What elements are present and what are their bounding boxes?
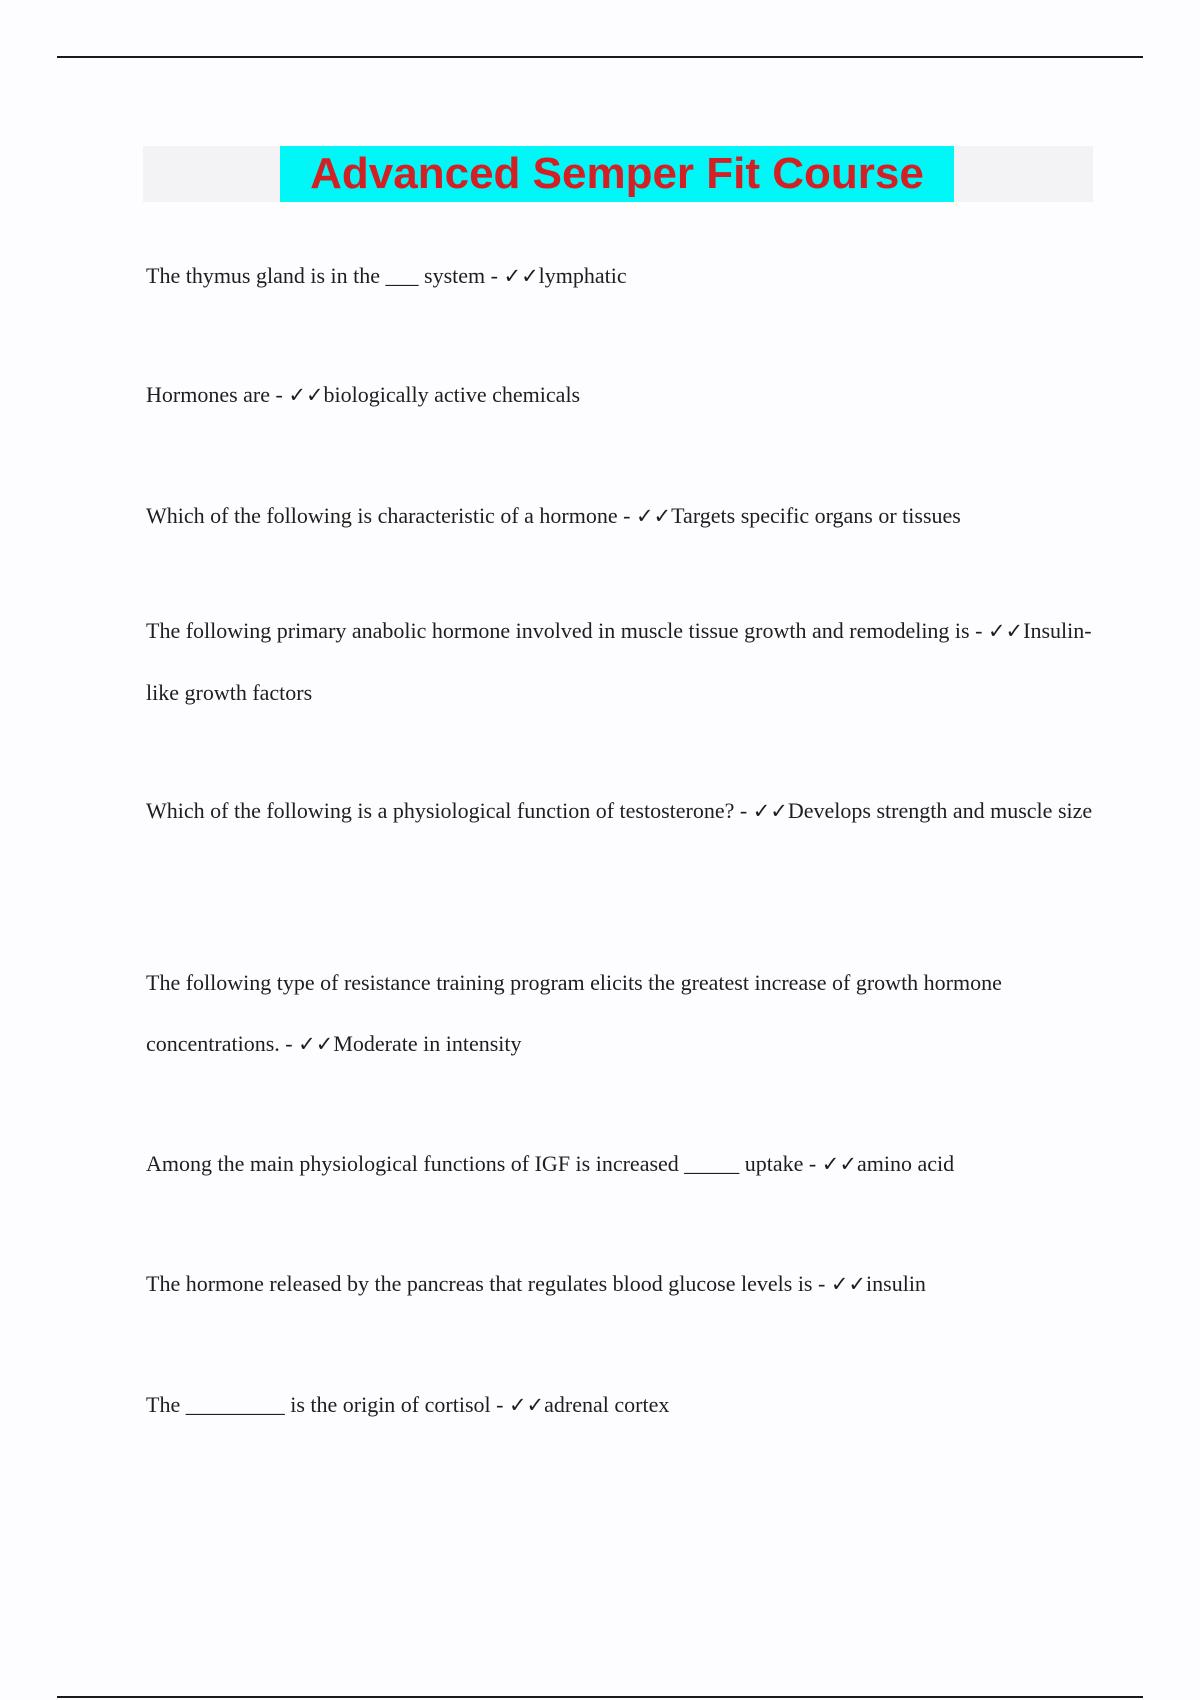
check-icon: ✓✓ [987,619,1024,643]
qa-item [146,780,1096,842]
question-text: The following type of resistance training program elicits the greatest increase of growth hormone concentrations. - [146,970,1002,1056]
qa-item [146,1374,1096,1436]
qa-item [146,952,1096,1075]
question-text: Among the main physiological functions of IGF is increased _____ uptake - [146,1151,817,1176]
check-icon: ✓✓ [288,383,324,407]
top-rule [57,56,1143,58]
title-highlight [280,146,954,202]
answer-text: biologically active chemicals [323,382,581,407]
question-text: The thymus gland is in the ___ system - [146,263,498,288]
answer-text: lymphatic [538,263,627,288]
answer-text: adrenal cortex [544,1392,670,1417]
qa-item [146,600,1096,723]
bottom-rule [57,1696,1143,1698]
check-icon: ✓✓ [821,1152,857,1176]
qa-item [146,245,1096,307]
question-text: The _________ is the origin of cortisol - [146,1392,504,1417]
check-icon: ✓✓ [503,264,539,288]
check-icon: ✓✓ [298,1032,334,1056]
question-text: Which of the following is a physiological function of testosterone? - [146,798,748,823]
qa-item [146,485,1096,547]
answer-text: insulin [866,1271,926,1296]
check-icon: ✓✓ [635,504,672,528]
document-title: Advanced Semper Fit Course [310,149,924,198]
answer-text: Insulin-like growth factors [146,618,1092,705]
qa-item [146,1253,1096,1315]
qa-item [146,364,1096,426]
answer-text: Moderate in intensity [333,1031,522,1056]
qa-item [146,1133,1096,1195]
question-text: The following primary anabolic hormone involved in muscle tissue growth and remodeling is - [146,618,983,643]
answer-text: Develops strength and muscle size [787,798,1093,823]
question-text: The hormone released by the pancreas that regulates blood glucose levels is - [146,1271,826,1296]
check-icon: ✓✓ [508,1393,545,1417]
answer-text: Targets specific organs or tissues [671,503,961,528]
question-text: Which of the following is characteristic of a hormone - [146,503,631,528]
answer-text: amino acid [856,1151,955,1176]
question-text: Hormones are - [146,382,283,407]
check-icon: ✓✓ [830,1272,867,1296]
check-icon: ✓✓ [752,799,788,823]
